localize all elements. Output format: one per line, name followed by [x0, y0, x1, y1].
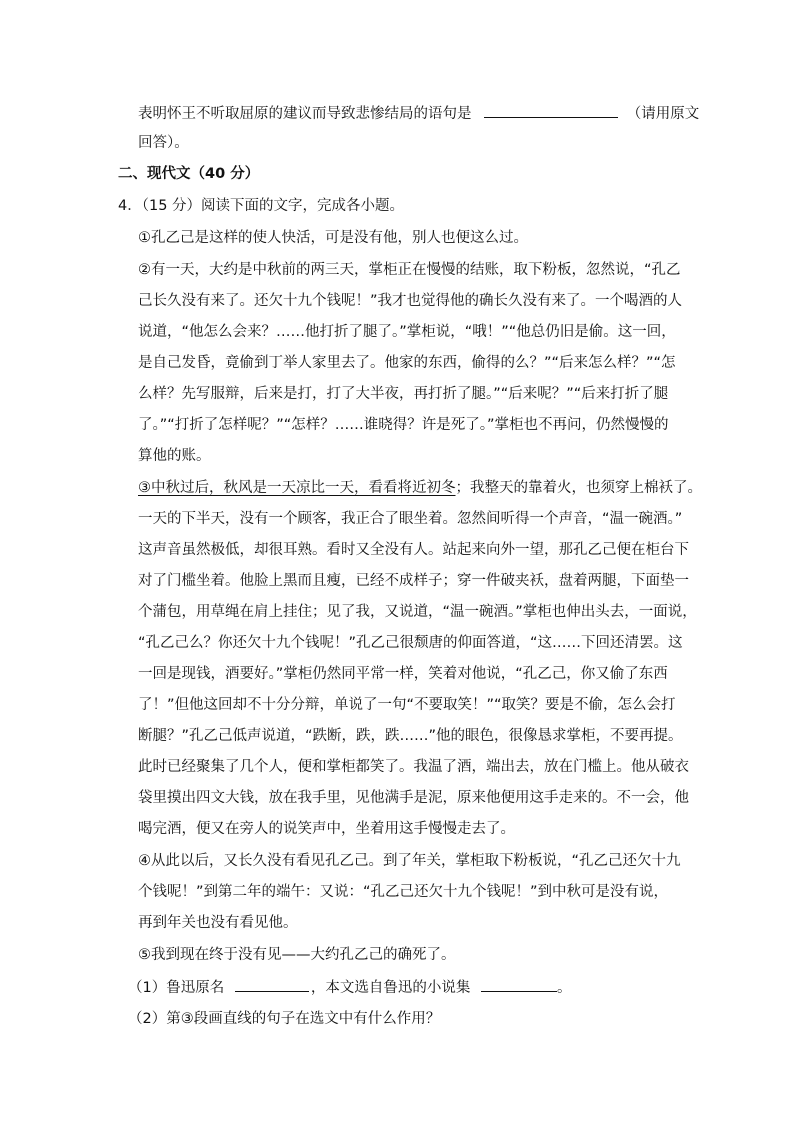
- prev-question-line-2: 回答）。: [138, 135, 189, 151]
- sub-question-1: [128, 977, 571, 998]
- section-heading: 二、现代文（40 分）: [118, 166, 260, 182]
- paragraph-1: ①孔乙己是这样的使人快活，可是没有他，别人也便这么过。: [138, 230, 528, 246]
- paragraph-line: 了！”但他这回却不十分分辩，单说了一句“不要取笑！”“取笑？要是不偷，怎么会打: [138, 697, 676, 713]
- prev-question-line-1: [138, 103, 699, 124]
- paragraph-line: ②有一天，大约是中秋前的两三天，掌柜正在慢慢的结账，取下粉板，忽然说，“孔乙: [138, 262, 681, 278]
- paragraph-line: 个蒲包，用草绳在肩上挂住；见了我，又说道，“温一碗酒。”掌柜也伸出头去，一面说，: [138, 604, 697, 620]
- paragraph-line: 袋里摸出四文大钱，放在我手里，见他满手是泥，原来他便用这手走来的。不一会，他: [138, 790, 689, 806]
- paragraph-line: 这声音虽然极低，却很耳熟。看时又全没有人。站起来向外一望，那孔乙己便在柜台下: [138, 542, 689, 558]
- underlined-sentence: ③中秋过后，秋风是一天凉比一天，看看将近初冬: [138, 480, 456, 496]
- paragraph-line: 喝完酒，便又在旁人的说笑声中，坐着用这手慢慢走去了。: [138, 821, 515, 837]
- prev-question-note: （请用原文: [626, 106, 700, 122]
- paragraph-line: 断腿？”孔乙己低声说道，“跌断，跌，跌……”他的眼色，很像恳求掌柜，不要再提。: [138, 728, 683, 744]
- paragraph-line: 是自己发昏，竟偷到丁举人家里去了。他家的东西，偷得的么？”“后来怎么样？”“怎: [138, 355, 676, 371]
- paragraph-line: 对了门槛坐着。他脸上黑而且瘦，已经不成样子；穿一件破夹袄，盘着两腿，下面垫一: [138, 573, 689, 589]
- paragraph-5: ⑤我到现在终于没有见——大约孔乙己的确死了。: [138, 947, 456, 963]
- sub-question-text: （1）鲁迅原名: [128, 980, 225, 996]
- paragraph-line: 个钱呢！”到第二年的端午：又说：“孔乙己还欠十九个钱呢！”到中秋可是没有说，: [138, 884, 669, 900]
- sub-question-2: （2）第③段画直线的句子在选文中有什么作用？: [128, 1011, 441, 1027]
- paragraph-line: 算他的账。: [138, 448, 211, 464]
- paragraph-line: ④从此以后，又长久没有看见孔乙己。到了年关，掌柜取下粉板说，“孔乙己还欠十九: [138, 853, 681, 869]
- prev-question-text: 表明怀王不听取屈原的建议而导致悲惨结局的语句是: [138, 106, 472, 122]
- paragraph-line: 己长久没有来了。还欠十九个钱呢！”我才也觉得他的确长久没有来了。一个喝酒的人: [138, 293, 683, 309]
- paragraph-line: 再到年关也没有看见他。: [138, 915, 298, 931]
- paragraph-line: 么样？先写服辩，后来是打，打了大半夜，再打折了腿。”“后来呢？”“后来打折了腿: [138, 386, 669, 402]
- answer-blank[interactable]: [235, 977, 309, 992]
- paragraph-line: 此时已经聚集了几个人，便和掌柜都笑了。我温了酒，端出去，放在门槛上。他从破衣: [138, 759, 689, 775]
- paragraph-line: [138, 478, 702, 498]
- paragraph-line: 一天的下半天，没有一个顾客，我正合了眼坐着。忽然间听得一个声音，“温一碗酒。”: [138, 511, 683, 527]
- answer-blank[interactable]: [481, 977, 557, 992]
- sub-question-text: ，本文选自鲁迅的小说集: [310, 980, 471, 996]
- paragraph-line: 一回是现钱，酒要好。”掌柜仍然同平常一样，笑着对他说，“孔乙己，你又偷了东西: [138, 666, 668, 682]
- paragraph-line: “孔乙己么？你还欠十九个钱呢！”孔乙己很颓唐的仰面答道，“这……下回还清罢。这: [138, 635, 683, 651]
- paragraph-line: 说道，“他怎么会来？……他打折了腿了。”掌柜说，“哦！”“他总仍旧是偷。这一回，: [138, 324, 676, 340]
- sub-question-text: 。: [556, 980, 572, 996]
- paragraph-line: 了。”“打折了怎样呢？”“怎样？……谁晓得？许是死了。”掌柜也不再问，仍然慢慢的: [138, 417, 669, 433]
- paragraph-text: ；我整天的靠着火，也须穿上棉袄了。: [455, 480, 702, 496]
- answer-blank[interactable]: [484, 103, 618, 118]
- question-header: 4．（15 分）阅读下面的文字，完成各小题。: [118, 198, 405, 214]
